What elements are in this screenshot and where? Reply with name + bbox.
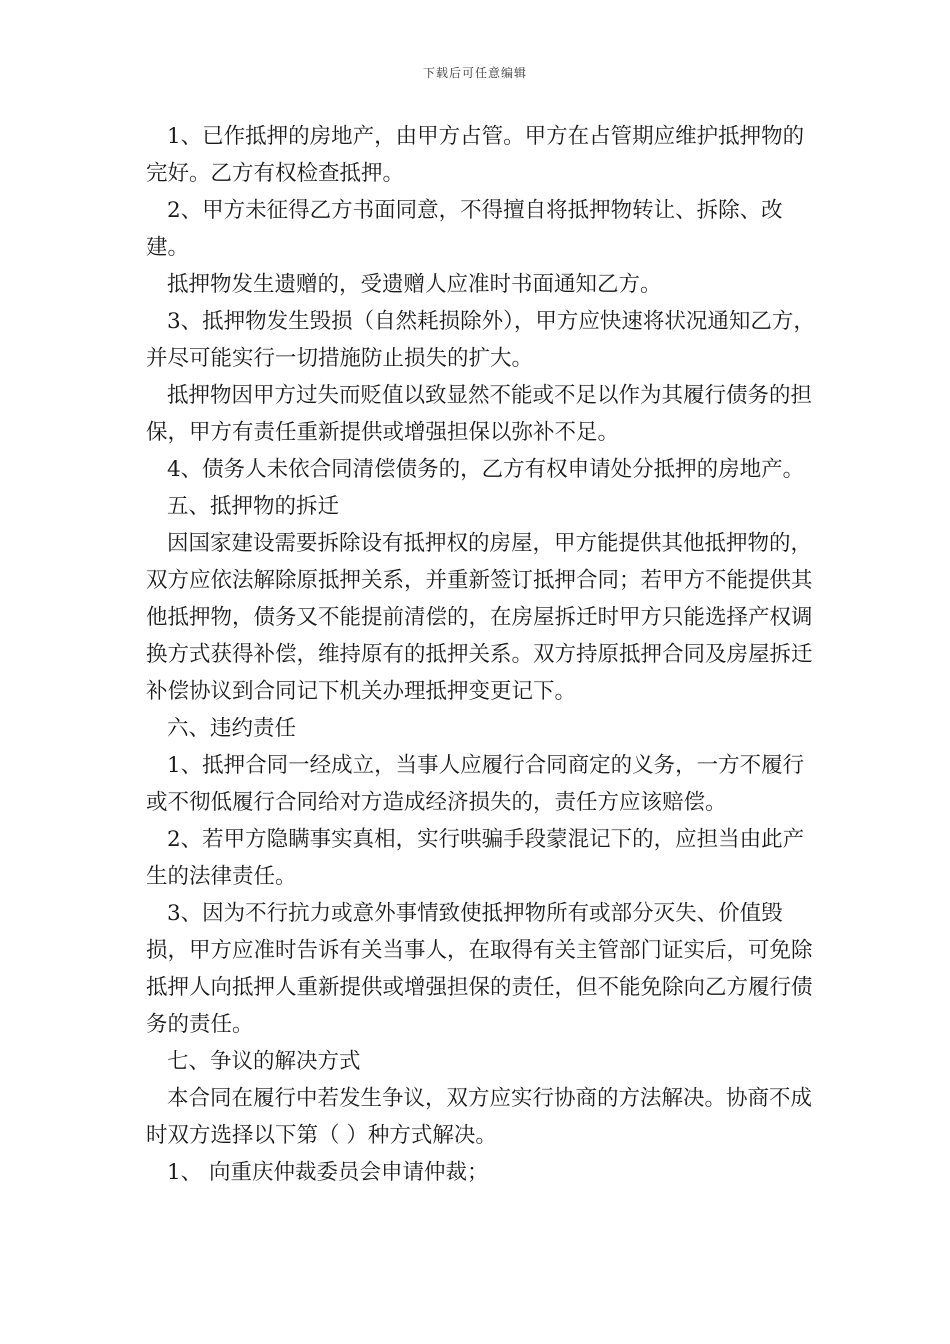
paragraph: 因国家建设需要拆除设有抵押权的房屋，甲方能提供其他抵押物的，双方应依法解除原抵押关系，并重新签订抵押合同；若甲方不能提供其他抵押物，债务又不能提前清偿的，在房屋拆迁时甲方只能选择产权调换方式获得补偿，维持原有的抵押关系。双方持原抵押合同及房屋拆迁补偿协议到合同记下机关办理抵押变更记下。 bbox=[146, 531, 813, 704]
paragraph: 1、 向重庆仲裁委员会申请仲裁； bbox=[167, 1160, 489, 1185]
paragraph: 本合同在履行中若发生争议，双方应实行协商的方法解决。协商不成时双方选择以下第（ ）种方式解决。 bbox=[146, 1086, 813, 1148]
paragraph: 3、抵押物发生毁损（自然耗损除外），甲方应快速将状况通知乙方，并尽可能实行一切措施防止损失的扩大。 bbox=[146, 309, 815, 371]
paragraph: 1、抵押合同一经成立，当事人应履行合同商定的义务，一方不履行或不彻低履行合同给对方造成经济损失的，责任方应该赔偿。 bbox=[146, 753, 805, 815]
section-heading: 五、抵押物的拆迁 bbox=[167, 494, 340, 519]
section-heading: 六、违约责任 bbox=[167, 716, 297, 741]
paragraph: 4、债务人未依合同清偿债务的，乙方有权申请处分抵押的房地产。 bbox=[167, 457, 805, 482]
paragraph: 3、因为不行抗力或意外事情致使抵押物所有或部分灭失、价值毁损，甲方应准时告诉有关当事人，在取得有关主管部门证实后，可免除抵押人向抵押人重新提供或增强担保的责任，但不能免除向乙方履行债务的责任。 bbox=[146, 901, 813, 1037]
paragraph: 2、甲方未征得乙方书面同意，不得擅自将抵押物转让、拆除、改建。 bbox=[146, 198, 783, 260]
paragraph: 抵押物发生遗赠的，受遗赠人应准时书面通知乙方。 bbox=[167, 272, 662, 297]
paragraph: 抵押物因甲方过失而贬值以致显然不能或不足以作为其履行债务的担保，甲方有责任重新提供或增强担保以弥补不足。 bbox=[146, 383, 813, 445]
paragraph: 2、若甲方隐瞒事实真相，实行哄骗手段蒙混记下的，应担当由此产生的法律责任。 bbox=[146, 827, 805, 889]
document-body bbox=[146, 118, 818, 1191]
page-header: 下载后可任意编辑 bbox=[422, 66, 527, 80]
paragraph: 1、已作抵押的房地产，由甲方占管。甲方在占管期应维护抵押物的完好。乙方有权检查抵押。 bbox=[146, 124, 805, 186]
section-heading: 七、争议的解决方式 bbox=[167, 1049, 361, 1074]
